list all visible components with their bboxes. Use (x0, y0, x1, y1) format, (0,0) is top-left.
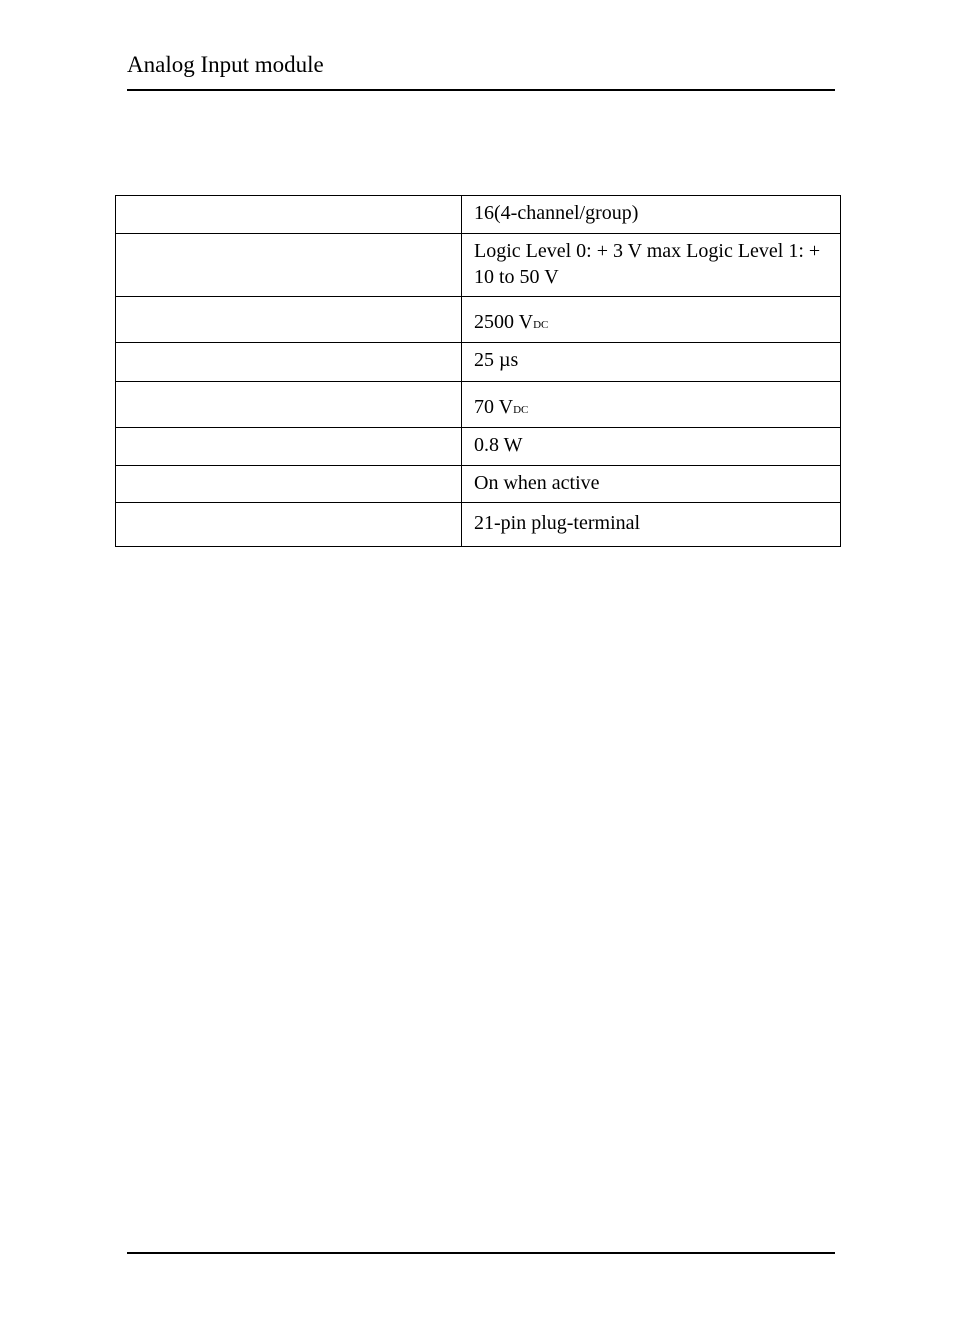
header-divider (127, 89, 835, 91)
spec-value-cell (462, 297, 841, 343)
spec-value-text: 70 V (474, 396, 514, 418)
table-row (116, 382, 841, 428)
spec-label-cell (116, 234, 462, 297)
spec-label-cell (116, 466, 462, 503)
spec-value-cell: On when active (462, 466, 841, 503)
page-header-title: Analog Input module (127, 52, 324, 77)
spec-label-cell (116, 428, 462, 466)
spec-value-cell: 21-pin plug-terminal (462, 503, 841, 547)
table-row (116, 503, 841, 547)
table-row (116, 466, 841, 503)
spec-value-subscript: DC (513, 404, 529, 416)
spec-value-cell: 0.8 W (462, 428, 841, 466)
spec-label-cell (116, 196, 462, 234)
table-row (116, 343, 841, 382)
spec-label-cell (116, 343, 462, 382)
footer-divider (127, 1252, 835, 1254)
spec-value-cell (462, 382, 841, 428)
spec-value-text: 2500 V (474, 311, 534, 333)
spec-value-cell: Logic Level 0: + 3 V max Logic Level 1: + 10 to 50 V (462, 234, 841, 297)
table-row (116, 234, 841, 297)
spec-label-cell (116, 503, 462, 547)
spec-label-cell (116, 382, 462, 428)
table-row (116, 196, 841, 234)
table-row (116, 428, 841, 466)
table-row (116, 297, 841, 343)
specifications-table (115, 195, 841, 547)
spec-value-cell: 16(4-channel/group) (462, 196, 841, 234)
spec-label-cell (116, 297, 462, 343)
spec-value-subscript: DC (533, 319, 549, 331)
spec-value-cell: 25 µs (462, 343, 841, 382)
